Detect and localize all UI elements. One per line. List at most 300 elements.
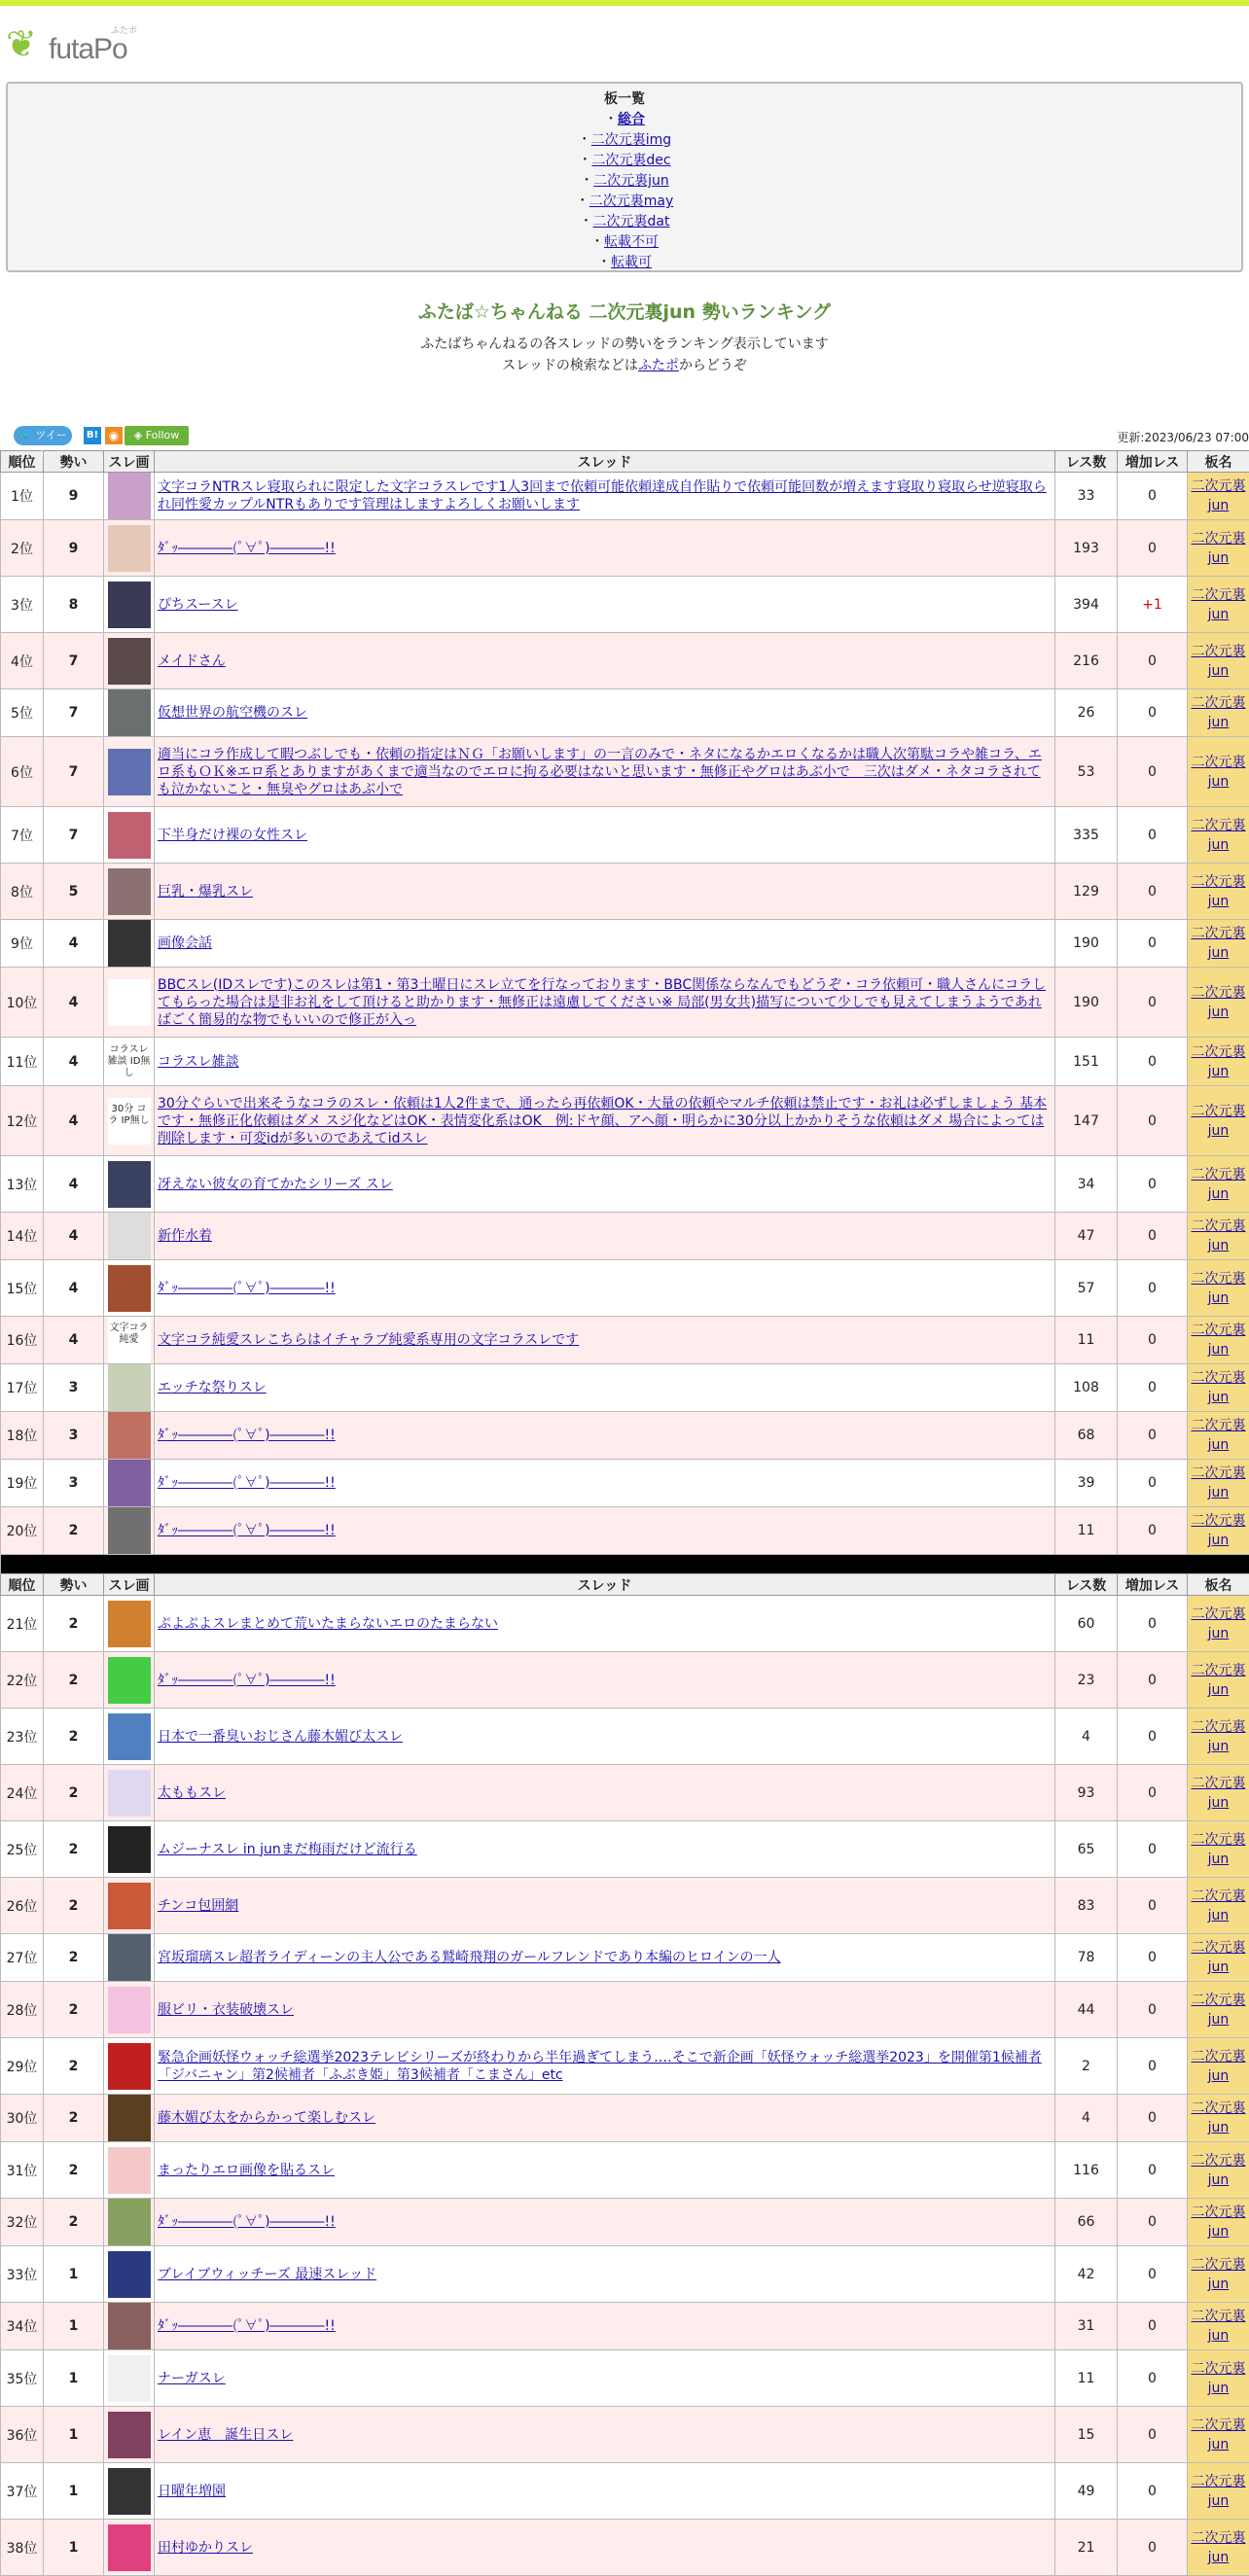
ikioi-cell: 3: [44, 1412, 104, 1460]
ikioi-cell: 2: [44, 2199, 104, 2246]
board-name-cell: [1188, 968, 1249, 1038]
thread-title-cell: [155, 1213, 1055, 1260]
thumbnail-cell[interactable]: [104, 2463, 155, 2520]
thread-title-link[interactable]: 服ビリ・衣装破壊スレ: [158, 2002, 294, 2018]
column-header-res-count: レス数: [1055, 451, 1118, 473]
ikioi-cell: 9: [44, 520, 104, 577]
res-count-cell: 4: [1055, 2095, 1118, 2142]
rank-cell: 13位: [1, 1156, 44, 1213]
thread-title-cell: [155, 1412, 1055, 1460]
thread-title-link[interactable]: コラスレ雑談: [158, 1054, 239, 1070]
board-name-cell: [1188, 1878, 1249, 1934]
thread-thumbnail-image[interactable]: [108, 689, 151, 736]
res-count-cell: 93: [1055, 1765, 1118, 1821]
thread-thumbnail-image[interactable]: [108, 1601, 151, 1647]
thumbnail-cell[interactable]: [104, 1213, 155, 1260]
thumbnail-cell[interactable]: [104, 1652, 155, 1709]
thread-thumbnail-image[interactable]: [108, 473, 151, 519]
inc-res-cell: 0: [1118, 2463, 1188, 2520]
board-name-link[interactable]: 二次元裏 jun: [1192, 1513, 1246, 1548]
page-intro: [0, 298, 1249, 376]
res-count-cell: 151: [1055, 1038, 1118, 1086]
ikioi-cell: 1: [44, 2463, 104, 2520]
board-name-cell: [1188, 2350, 1249, 2407]
board-name-cell: [1188, 1317, 1249, 1364]
inc-res-cell: 0: [1118, 473, 1188, 520]
feedly-follow-button[interactable]: ◈ Follow: [125, 426, 189, 445]
rank-cell: 26位: [1, 1878, 44, 1934]
thread-thumbnail-image[interactable]: [108, 1412, 151, 1459]
ikioi-cell: 2: [44, 1934, 104, 1982]
ikioi-cell: 2: [44, 2095, 104, 2142]
thread-thumbnail-image[interactable]: [108, 1826, 151, 1873]
thread-title-cell: [155, 2246, 1055, 2303]
table-row: [1, 577, 1249, 633]
rank-cell: 18位: [1, 1412, 44, 1460]
thread-title-cell: [155, 2350, 1055, 2407]
thread-title-link[interactable]: 下半身だけ裸の女性スレ: [158, 828, 307, 843]
thread-thumbnail-image[interactable]: [108, 1987, 151, 2033]
board-link-no-repost: ・転載不可: [8, 232, 1241, 253]
inc-res-cell: 0: [1118, 2246, 1188, 2303]
board-name-link[interactable]: 二次元裏 jun: [1192, 1940, 1246, 1975]
thread-title-link[interactable]: 宮坂瑠璃スレ超者ライディーンの主人公である鷲崎飛翔のガールフレンドであり本編のヒロインの一人: [158, 1950, 781, 1965]
board-name-link[interactable]: 二次元裏 jun: [1192, 1167, 1246, 1202]
thread-thumbnail-image[interactable]: [108, 638, 151, 685]
res-count-cell: 21: [1055, 2520, 1118, 2576]
rank-cell: 9位: [1, 920, 44, 968]
thread-title-link[interactable]: まったりエロ画像を貼るスレ: [158, 2163, 335, 2178]
res-count-cell: 49: [1055, 2463, 1118, 2520]
logo-text: futaPo: [49, 33, 127, 66]
table-row: [1, 968, 1249, 1038]
table-row: [1, 520, 1249, 577]
res-count-cell: 83: [1055, 1878, 1118, 1934]
thread-thumbnail-image[interactable]: [108, 812, 151, 859]
thumbnail-cell[interactable]: [104, 2350, 155, 2407]
board-name-link[interactable]: 二次元裏 jun: [1192, 1418, 1246, 1453]
thread-thumbnail-image[interactable]: [108, 525, 151, 572]
inc-res-cell: 0: [1118, 1934, 1188, 1982]
thumbnail-cell[interactable]: [104, 1982, 155, 2038]
thumbnail-cell[interactable]: [104, 1709, 155, 1765]
futapo-logo[interactable]: [6, 19, 142, 68]
thread-title-link[interactable]: ﾀﾞｯ――――(ﾟ∀ﾟ)――――!!: [158, 1281, 336, 1296]
thread-title-link[interactable]: ブレイブウィッチーズ 最速スレッド: [158, 2267, 376, 2282]
table-row: [1, 1765, 1249, 1821]
thumbnail-cell[interactable]: [104, 1596, 155, 1652]
board-name-link[interactable]: 二次元裏 jun: [1192, 926, 1246, 961]
table-row: [1, 1982, 1249, 2038]
thread-title-link[interactable]: 巨乳・爆乳スレ: [158, 884, 253, 900]
table-row: [1, 1260, 1249, 1317]
thread-title-link[interactable]: メイドさん: [158, 653, 226, 669]
board-name-link[interactable]: 二次元裏 jun: [1192, 1323, 1246, 1358]
thumbnail-cell[interactable]: [104, 2095, 155, 2142]
inc-res-cell: 0: [1118, 1317, 1188, 1364]
thread-title-link[interactable]: 画像会話: [158, 935, 212, 951]
rank-cell: 24位: [1, 1765, 44, 1821]
thread-thumbnail-image[interactable]: [108, 1713, 151, 1760]
thread-thumbnail-image[interactable]: [108, 868, 151, 915]
board-name-link[interactable]: 二次元裏 jun: [1192, 695, 1246, 730]
board-name-cell: [1188, 1364, 1249, 1412]
board-name-link[interactable]: 二次元裏 jun: [1192, 1993, 1246, 2028]
thumbnail-cell[interactable]: [104, 473, 155, 520]
board-name-link[interactable]: 二次元裏 jun: [1192, 2417, 1246, 2452]
board-name-cell: [1188, 1086, 1249, 1156]
thread-thumbnail-image[interactable]: [108, 2524, 151, 2571]
thread-thumbnail-image[interactable]: [108, 2355, 151, 2402]
inc-res-cell: 0: [1118, 1086, 1188, 1156]
thumbnail-cell[interactable]: [104, 2407, 155, 2463]
board-name-link[interactable]: 二次元裏 jun: [1192, 2474, 1246, 2509]
thread-title-link[interactable]: 緊急企画妖怪ウォッチ総選挙2023テレビシリーズが終わりから半年過ぎてしまう‥‥そこで新企画「妖怪ウォッチ総選挙2023」を開催第1候補者「ジバニャン」第2候補者「ふぶき姫」第3候補者「こまさん」etc: [158, 2050, 1042, 2083]
hatena-bookmark-button[interactable]: B!: [84, 427, 101, 444]
rank-cell: 38位: [1, 2520, 44, 2576]
tweet-button[interactable]: 🐦 ツイート: [14, 426, 72, 445]
thread-thumbnail-image[interactable]: [108, 979, 151, 1026]
feedly-icon: ◈: [134, 429, 142, 441]
res-count-cell: 57: [1055, 1260, 1118, 1317]
table-row: [1, 2520, 1249, 2576]
board-name-link[interactable]: 二次元裏 jun: [1192, 1832, 1246, 1867]
ikioi-cell: 1: [44, 2350, 104, 2407]
inc-res-cell: 0: [1118, 2142, 1188, 2199]
thumbnail-cell[interactable]: [104, 807, 155, 864]
ikioi-cell: 1: [44, 2520, 104, 2576]
thread-thumbnail-image[interactable]: [108, 920, 151, 967]
thread-title-cell: [155, 1878, 1055, 1934]
thread-thumbnail-image[interactable]: [108, 1161, 151, 1208]
board-name-link[interactable]: 二次元裏 jun: [1192, 531, 1246, 566]
thread-title-cell: [155, 2303, 1055, 2350]
board-name-link[interactable]: 二次元裏 jun: [1192, 1271, 1246, 1306]
board-name-link[interactable]: 二次元裏 jun: [1192, 985, 1246, 1020]
ikioi-cell: 7: [44, 633, 104, 689]
res-count-cell: 66: [1055, 2199, 1118, 2246]
thread-title-link[interactable]: 日曜年増園: [158, 2484, 226, 2499]
table-row: [1, 1652, 1249, 1709]
thread-title-link[interactable]: 文字コラ純愛スレこちらはイチャラブ純愛系専用の文字コラスレです: [158, 1332, 579, 1348]
ikioi-cell: 4: [44, 1038, 104, 1086]
inc-res-cell: 0: [1118, 1156, 1188, 1213]
thread-title-cell: [155, 1821, 1055, 1878]
thumbnail-cell[interactable]: [104, 2038, 155, 2095]
thread-thumbnail-image[interactable]: [108, 1265, 151, 1312]
thread-title-link[interactable]: チンコ包囲網: [158, 1898, 238, 1914]
res-count-cell: 26: [1055, 689, 1118, 737]
thumbnail-cell[interactable]: [104, 520, 155, 577]
table-row: [1, 2463, 1249, 2520]
thread-title-link[interactable]: 冴えない彼女の育てかたシリーズ スレ: [158, 1177, 393, 1192]
board-link-repost: ・転載可: [8, 253, 1241, 273]
thread-thumbnail-image[interactable]: 30分 コラ IP無し: [108, 1098, 151, 1145]
thread-thumbnail-image[interactable]: コラスレ雑談 ID無し: [108, 1039, 151, 1085]
thumbnail-cell[interactable]: [104, 920, 155, 968]
board-name-link[interactable]: 二次元裏 jun: [1192, 1104, 1246, 1139]
board-name-link[interactable]: 二次元裏 jun: [1192, 587, 1246, 622]
board-name-cell: [1188, 473, 1249, 520]
res-count-cell: 4: [1055, 1709, 1118, 1765]
thread-thumbnail-image[interactable]: [108, 1507, 151, 1554]
board-name-link[interactable]: 二次元裏 jun: [1192, 755, 1246, 790]
board-name-link[interactable]: 二次元裏 jun: [1192, 1606, 1246, 1641]
thread-thumbnail-image[interactable]: [108, 2147, 151, 2194]
board-name-link[interactable]: 二次元裏 jun: [1192, 2257, 1246, 2292]
thumbnail-cell[interactable]: [104, 1821, 155, 1878]
res-count-cell: 216: [1055, 633, 1118, 689]
board-name-link[interactable]: 二次元裏 jun: [1192, 1465, 1246, 1500]
site-header: [0, 6, 1249, 82]
thread-title-link[interactable]: 仮想世界の航空機のスレ: [158, 705, 307, 721]
ikioi-cell: 7: [44, 807, 104, 864]
thread-title-link[interactable]: 適当にコラ作成して暇つぶしでも・依頼の指定はＮＧ「お願いします」の一言のみで・ネタになるかエロくなるかは職人次第駄コラや雑コラ、エロ系もＯＫ※エロ系とありますがあくまで適当なのでエロに拘る必要はないと思います・無修正やグロはあぶ小で 三次はダメ・ネタコラされても泣かないこと・無臭やグロはあぶ小で: [158, 747, 1042, 797]
thread-title-link[interactable]: ﾀﾞｯ――――(ﾟ∀ﾟ)――――!!: [158, 1475, 336, 1491]
thread-thumbnail-image[interactable]: [108, 2095, 151, 2141]
board-name-link[interactable]: 二次元裏 jun: [1192, 1719, 1246, 1754]
board-name-link[interactable]: 二次元裏 jun: [1192, 1663, 1246, 1698]
column-header-thumb: スレ画: [104, 1574, 155, 1596]
rank-cell: 5位: [1, 689, 44, 737]
thread-title-link[interactable]: ぷよぷよスレまとめて荒いたまらないエロのたまらない: [158, 1616, 498, 1632]
intro-line-1: ふたばちゃんねるの各スレッドの勢いをランキング表示しています: [0, 334, 1249, 355]
board-name-link[interactable]: 二次元裏 jun: [1192, 2205, 1246, 2240]
thread-thumbnail-image[interactable]: [108, 2043, 151, 2090]
thumbnail-cell[interactable]: [104, 1878, 155, 1934]
thumbnail-cell[interactable]: [104, 2303, 155, 2350]
board-name-link[interactable]: 二次元裏 jun: [1192, 1888, 1246, 1923]
rank-cell: 14位: [1, 1213, 44, 1260]
thread-title-cell: [155, 577, 1055, 633]
ikioi-cell: 7: [44, 737, 104, 807]
board-name-link[interactable]: 二次元裏 jun: [1192, 644, 1246, 679]
board-name-cell: [1188, 633, 1249, 689]
thread-title-link[interactable]: エッチな祭りスレ: [158, 1380, 267, 1395]
thumbnail-cell[interactable]: [104, 577, 155, 633]
thread-title-link[interactable]: 日本で一番臭いおじさん藤木媚び太スレ: [158, 1729, 403, 1745]
table-header-row: [1, 1574, 1249, 1596]
twitter-bird-icon: 🐦: [18, 429, 32, 441]
thumbnail-cell[interactable]: [104, 1460, 155, 1507]
rank-cell: 11位: [1, 1038, 44, 1086]
thread-thumbnail-image[interactable]: [108, 2412, 151, 2458]
board-name-link[interactable]: 二次元裏 jun: [1192, 2309, 1246, 2344]
thread-title-link[interactable]: 田村ゆかりスレ: [158, 2540, 253, 2556]
thread-thumbnail-image[interactable]: [108, 1213, 151, 1259]
thread-title-link[interactable]: ﾀﾞｯ――――(ﾟ∀ﾟ)――――!!: [158, 541, 336, 556]
board-name-cell: [1188, 1460, 1249, 1507]
rank-cell: 16位: [1, 1317, 44, 1364]
table-row: [1, 689, 1249, 737]
res-count-cell: 108: [1055, 1364, 1118, 1412]
thumbnail-cell[interactable]: [104, 1765, 155, 1821]
inc-res-cell: 0: [1118, 864, 1188, 920]
thread-title-cell: [155, 1934, 1055, 1982]
thumbnail-cell[interactable]: [104, 1317, 155, 1364]
thread-title-cell: [155, 2407, 1055, 2463]
table-row: [1, 2246, 1249, 2303]
inc-res-cell: 0: [1118, 807, 1188, 864]
thumbnail-cell[interactable]: [104, 1364, 155, 1412]
board-name-link[interactable]: 二次元裏 jun: [1192, 818, 1246, 853]
board-name-cell: [1188, 2407, 1249, 2463]
futapo-link[interactable]: ふたポ: [638, 358, 679, 373]
board-name-cell: [1188, 2095, 1249, 2142]
table-row: [1, 807, 1249, 864]
thread-thumbnail-image[interactable]: [108, 1657, 151, 1704]
thumbnail-cell[interactable]: [104, 2142, 155, 2199]
board-name-link[interactable]: 二次元裏 jun: [1192, 2530, 1246, 2565]
thread-title-cell: [155, 920, 1055, 968]
thread-title-cell: [155, 1086, 1055, 1156]
thread-title-cell: [155, 1317, 1055, 1364]
column-header-rank: 順位: [1, 1574, 44, 1596]
thumbnail-cell[interactable]: [104, 2199, 155, 2246]
table-row: [1, 1156, 1249, 1213]
thread-title-link[interactable]: ﾀﾞｯ――――(ﾟ∀ﾟ)――――!!: [158, 1428, 336, 1443]
thread-title-link[interactable]: ﾀﾞｯ――――(ﾟ∀ﾟ)――――!!: [158, 1673, 336, 1688]
thread-thumbnail-image[interactable]: [108, 1934, 151, 1981]
column-header-ikioi: 勢い: [44, 451, 104, 473]
res-count-cell: 78: [1055, 1934, 1118, 1982]
board-name-cell: [1188, 689, 1249, 737]
inc-res-cell: 0: [1118, 737, 1188, 807]
board-name-link[interactable]: 二次元裏 jun: [1192, 2361, 1246, 2396]
thread-title-link[interactable]: 藤木媚び太をからかって楽しむスレ: [158, 2110, 375, 2126]
rank-cell: 34位: [1, 2303, 44, 2350]
board-name-cell: [1188, 1934, 1249, 1982]
thread-title-cell: [155, 1364, 1055, 1412]
thread-thumbnail-image[interactable]: [108, 1460, 151, 1506]
board-name-link[interactable]: 二次元裏 jun: [1192, 1776, 1246, 1811]
thumbnail-cell[interactable]: [104, 1156, 155, 1213]
thread-title-cell: [155, 1765, 1055, 1821]
thread-title-link[interactable]: ムジーナスレ in junまだ梅雨だけど流行る: [158, 1842, 417, 1857]
thread-title-cell: [155, 2095, 1055, 2142]
thread-thumbnail-image[interactable]: [108, 2303, 151, 2349]
thread-title-link[interactable]: ナーガスレ: [158, 2371, 226, 2386]
thread-title-link[interactable]: BBCスレ(IDスレです)このスレは第1・第3土曜日にスレ立てを行なっております・BBC関係ならなんでもどうぞ・コラ依頼可・職人さんにコラしてもらった場合は是非お礼をして頂けると助かります・無修正は遠慮してください※ 局部(男女共)描写について少しでも見えてしまうようであればごく簡易的な物でもいいので修正が入っ: [158, 977, 1046, 1028]
board-name-link[interactable]: 二次元裏 jun: [1192, 1370, 1246, 1405]
rank-cell: 4位: [1, 633, 44, 689]
thread-title-cell: [155, 2038, 1055, 2095]
board-link-dat: ・二次元裏dat: [8, 212, 1241, 232]
thumbnail-cell[interactable]: [104, 633, 155, 689]
rank-cell: 36位: [1, 2407, 44, 2463]
ikioi-cell: 4: [44, 1213, 104, 1260]
thread-thumbnail-image[interactable]: [108, 582, 151, 628]
ikioi-cell: 4: [44, 1260, 104, 1317]
board-name-cell: [1188, 1982, 1249, 2038]
board-name-cell: [1188, 1765, 1249, 1821]
thread-title-cell: [155, 520, 1055, 577]
thumbnail-cell[interactable]: [104, 1260, 155, 1317]
board-name-link[interactable]: 二次元裏 jun: [1192, 1044, 1246, 1079]
inc-res-cell: 0: [1118, 1038, 1188, 1086]
thread-title-link[interactable]: 30分ぐらいで出来そうなコラのスレ・依頼は1人2件まで、通ったら再依頼OK・大量の依頼やマルチ依頼は禁止です・お礼は必ずしましょう 基本です・無修正化依頼はダメ スジ化などはOK・表情変化系はOK 例:ドヤ顔、アヘ顔・明らかに30分以上かかりそうな依頼はダメ 場合によっては削除します・可変idが多いのであえてidスレ: [158, 1096, 1047, 1147]
inc-res-cell: 0: [1118, 920, 1188, 968]
board-name-link[interactable]: 二次元裏 jun: [1192, 2049, 1246, 2084]
thumbnail-cell[interactable]: [104, 1038, 155, 1086]
thread-title-cell: [155, 1507, 1055, 1555]
thread-thumbnail-image[interactable]: 文字コラ 純愛: [108, 1317, 151, 1363]
board-name-link[interactable]: 二次元裏 jun: [1192, 1218, 1246, 1253]
res-count-cell: 47: [1055, 1213, 1118, 1260]
board-name-cell: [1188, 1260, 1249, 1317]
thread-title-link[interactable]: ﾀﾞｯ――――(ﾟ∀ﾟ)――――!!: [158, 1523, 336, 1538]
thread-title-cell: [155, 473, 1055, 520]
board-link-dec: ・二次元裏dec: [8, 151, 1241, 171]
column-header-rank: 順位: [1, 451, 44, 473]
thread-title-link[interactable]: ぴちスースレ: [158, 597, 238, 613]
inc-res-cell: 0: [1118, 2199, 1188, 2246]
thread-thumbnail-image[interactable]: [108, 1364, 151, 1411]
thread-thumbnail-image[interactable]: [108, 1883, 151, 1929]
table-row: [1, 1460, 1249, 1507]
thread-title-cell: [155, 2142, 1055, 2199]
thread-thumbnail-image[interactable]: [108, 2251, 151, 2298]
thumbnail-cell[interactable]: [104, 2520, 155, 2576]
board-name-cell: [1188, 864, 1249, 920]
ikioi-cell: 2: [44, 1878, 104, 1934]
thread-thumbnail-image[interactable]: [108, 2199, 151, 2245]
board-name-cell: [1188, 2142, 1249, 2199]
thread-thumbnail-image[interactable]: [108, 749, 151, 795]
res-count-cell: 147: [1055, 1086, 1118, 1156]
table-row: [1, 633, 1249, 689]
thumbnail-cell[interactable]: [104, 1412, 155, 1460]
thread-thumbnail-image[interactable]: [108, 1770, 151, 1817]
thread-title-link[interactable]: レイン恵 誕生日スレ: [158, 2427, 293, 2443]
thumbnail-cell[interactable]: [104, 864, 155, 920]
thumbnail-cell[interactable]: [104, 1934, 155, 1982]
column-header-thumb: スレ画: [104, 451, 155, 473]
inc-res-cell: +1: [1118, 577, 1188, 633]
thumbnail-cell[interactable]: [104, 689, 155, 737]
inc-res-cell: 0: [1118, 1878, 1188, 1934]
thread-title-link[interactable]: ﾀﾞｯ――――(ﾟ∀ﾟ)――――!!: [158, 2214, 336, 2230]
thumbnail-cell[interactable]: [104, 1507, 155, 1555]
thread-title-link[interactable]: 新作水着: [158, 1228, 212, 1244]
ikioi-cell: 3: [44, 1364, 104, 1412]
thread-title-cell: [155, 2463, 1055, 2520]
res-count-cell: 23: [1055, 1652, 1118, 1709]
board-name-link[interactable]: 二次元裏 jun: [1192, 2153, 1246, 2188]
res-count-cell: 39: [1055, 1460, 1118, 1507]
thread-title-cell: [155, 1709, 1055, 1765]
thumbnail-cell[interactable]: [104, 2246, 155, 2303]
thread-title-link[interactable]: 太ももスレ: [158, 1785, 226, 1801]
thumbnail-cell[interactable]: [104, 1086, 155, 1156]
thumbnail-cell[interactable]: [104, 968, 155, 1038]
board-name-link[interactable]: 二次元裏 jun: [1192, 478, 1246, 513]
thread-thumbnail-image[interactable]: [108, 2468, 151, 2515]
rank-cell: 15位: [1, 1260, 44, 1317]
res-count-cell: 42: [1055, 2246, 1118, 2303]
thumbnail-cell[interactable]: [104, 737, 155, 807]
board-name-link[interactable]: 二次元裏 jun: [1192, 2100, 1246, 2135]
inc-res-cell: 0: [1118, 1507, 1188, 1555]
rss-icon[interactable]: ◉: [105, 427, 123, 444]
table-row: [1, 1507, 1249, 1555]
thread-title-link[interactable]: ﾀﾞｯ――――(ﾟ∀ﾟ)――――!!: [158, 2318, 336, 2334]
thread-title-link[interactable]: 文字コラNTRスレ寝取られに限定した文字コラスレです1人3回まで依頼可能依頼達成自作貼りで依頼可能回数が増えます寝取り寝取らせ逆寝取られ同性愛カップルNTRもありです管理はしますよろしくお願いします: [158, 479, 1047, 512]
ikioi-cell: 2: [44, 1652, 104, 1709]
board-name-link[interactable]: 二次元裏 jun: [1192, 874, 1246, 909]
table-row: [1, 1412, 1249, 1460]
table-row: [1, 2038, 1249, 2095]
